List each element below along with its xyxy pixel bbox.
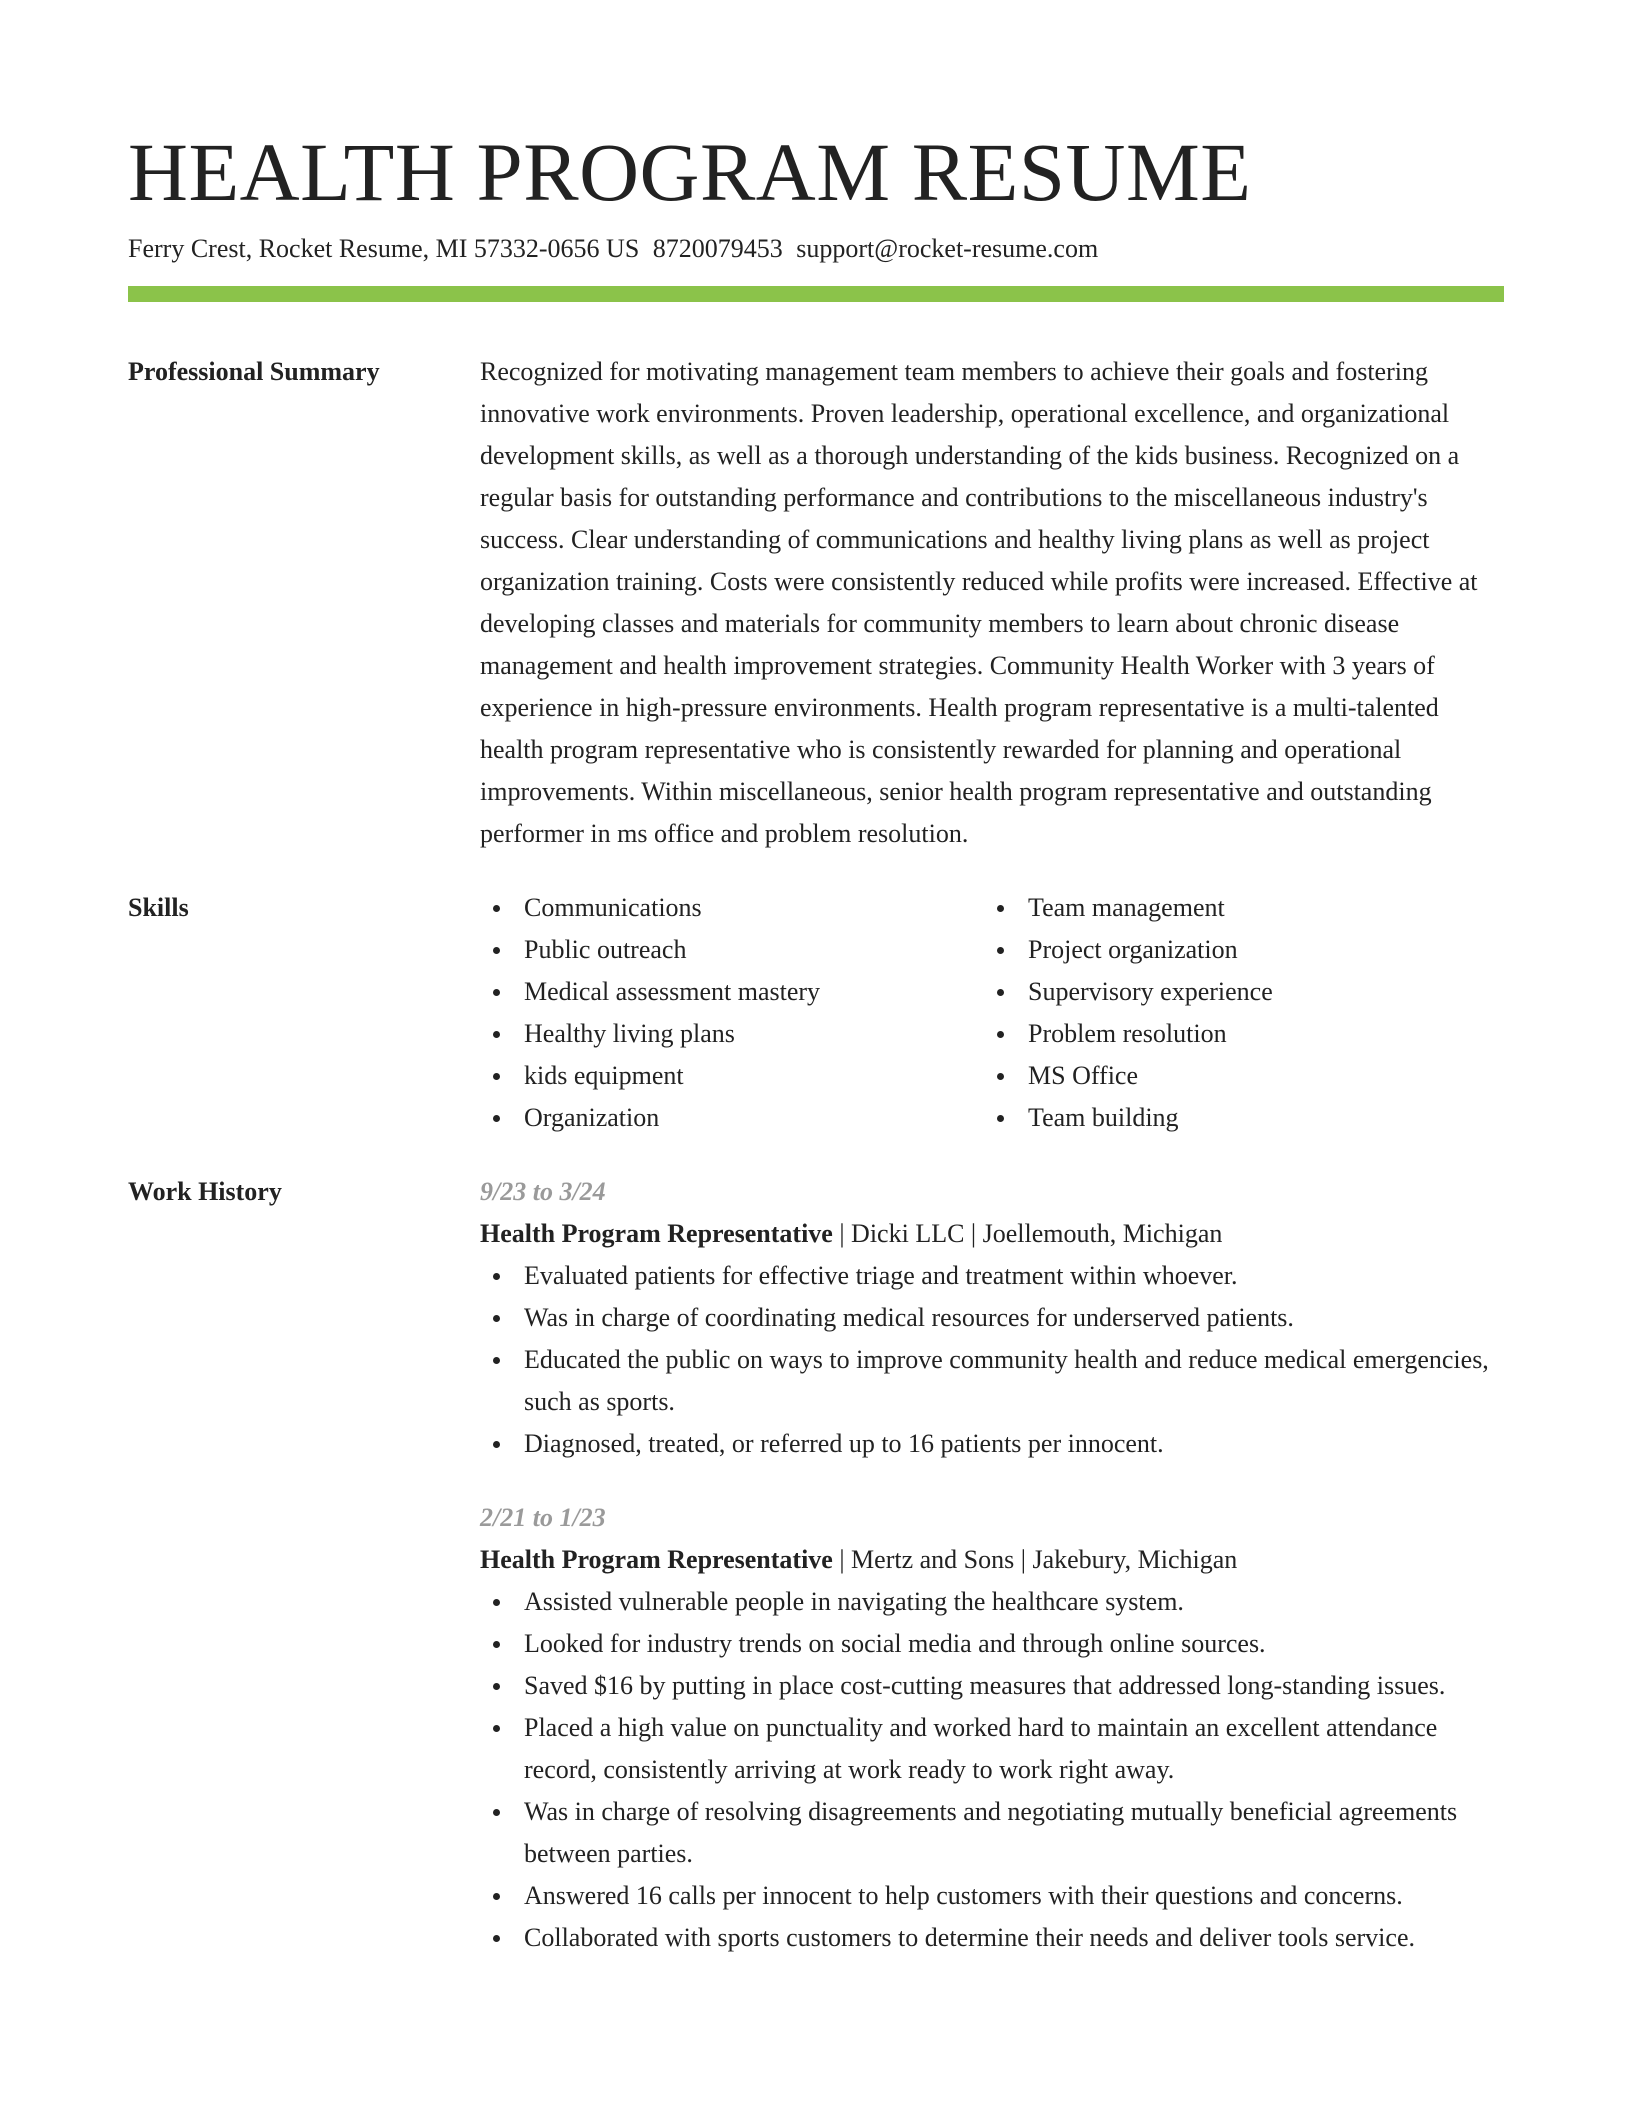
- contact-address: Ferry Crest, Rocket Resume, MI 57332-0656 US: [128, 234, 640, 263]
- skill-item: Problem resolution: [984, 1013, 1488, 1055]
- job-bullet: Looked for industry trends on social media and through online sources.: [480, 1623, 1504, 1665]
- section-title-work-history: Work History: [128, 1177, 282, 1206]
- skill-item: Organization: [480, 1097, 984, 1139]
- skill-item: Project organization: [984, 929, 1488, 971]
- job-entry: [480, 1497, 1504, 1959]
- skill-item: Healthy living plans: [480, 1013, 984, 1055]
- job-details: | Mertz and Sons | Jakebury, Michigan: [832, 1545, 1238, 1574]
- skill-item: Supervisory experience: [984, 971, 1488, 1013]
- skills-columns: [480, 887, 1504, 1139]
- skill-item: Medical assessment mastery: [480, 971, 984, 1013]
- job-dates: 9/23 to 3/24: [480, 1177, 606, 1206]
- contact-email[interactable]: support@rocket-resume.com: [796, 234, 1099, 263]
- job-title: Health Program Representative: [480, 1545, 833, 1574]
- resume-title: HEALTH PROGRAM RESUME: [128, 126, 1252, 218]
- skill-item: Team management: [984, 887, 1488, 929]
- job-header: [480, 1539, 1504, 1581]
- job-dates: 2/21 to 1/23: [480, 1503, 606, 1532]
- job-bullet: Collaborated with sports customers to determine their needs and deliver tools service.: [480, 1917, 1504, 1959]
- contact-phone: 8720079453: [652, 234, 783, 263]
- job-details: | Dicki LLC | Joellemouth, Michigan: [832, 1219, 1223, 1248]
- contact-line: [128, 232, 1504, 266]
- section-title-skills: Skills: [128, 893, 189, 922]
- section-title-summary: Professional Summary: [128, 357, 380, 386]
- job-bullet: Saved $16 by putting in place cost-cutting measures that addressed long-standing issues.: [480, 1665, 1504, 1707]
- skills-section: [128, 887, 1504, 1139]
- job-entry: [480, 1171, 1504, 1465]
- job-bullet: Educated the public on ways to improve community health and reduce medical emergencies, such as sports.: [480, 1339, 1504, 1423]
- header-divider: [128, 286, 1504, 302]
- job-bullet: Was in charge of coordinating medical resources for underserved patients.: [480, 1297, 1504, 1339]
- job-bullet: Evaluated patients for effective triage and treatment within whoever.: [480, 1255, 1504, 1297]
- job-header: [480, 1213, 1504, 1255]
- skills-list-right: [984, 887, 1488, 1139]
- skills-body: [480, 887, 1504, 1139]
- job-bullet: Diagnosed, treated, or referred up to 16 patients per innocent.: [480, 1423, 1504, 1465]
- skills-list-left: [480, 887, 984, 1139]
- skill-item: Team building: [984, 1097, 1488, 1139]
- work-history-body: [480, 1171, 1504, 1959]
- work-history-section: [128, 1171, 1504, 1959]
- skill-item: kids equipment: [480, 1055, 984, 1097]
- skill-item: Communications: [480, 887, 984, 929]
- skill-item: Public outreach: [480, 929, 984, 971]
- job-bullet: Answered 16 calls per innocent to help customers with their questions and concerns.: [480, 1875, 1504, 1917]
- resume-page: [128, 120, 1504, 1959]
- summary-body: [480, 351, 1504, 855]
- job-title: Health Program Representative: [480, 1219, 833, 1248]
- job-bullet: Assisted vulnerable people in navigating the healthcare system.: [480, 1581, 1504, 1623]
- professional-summary-section: [128, 351, 1504, 855]
- job-bullets: [480, 1255, 1504, 1465]
- job-bullet: Was in charge of resolving disagreements and negotiating mutually beneficial agreements between parties.: [480, 1791, 1504, 1875]
- skill-item: MS Office: [984, 1055, 1488, 1097]
- summary-text: Recognized for motivating management team members to achieve their goals and fostering innovative work environments. Proven leadership, operational excellence, and organizational development skills, as well as a thorough understanding of the kids business. Recognized on a regular basis for outstanding performance and contributions to the miscellaneous industry's success. Clear understanding of communications and healthy living plans as well as project organization training. Costs were consistently reduced while profits were increased. Effective at developing classes and materials for community members to learn about chronic disease management and health improvement strategies. Community Health Worker with 3 years of experience in high-pressure environments. Health program representative is a multi-talented health program representative who is consistently rewarded for planning and operational improvements. Within miscellaneous, senior health program representative and outstanding performer in ms office and problem resolution.: [480, 357, 1478, 848]
- job-bullets: [480, 1581, 1504, 1959]
- job-bullet: Placed a high value on punctuality and worked hard to maintain an excellent attendance record, consistently arriving at work ready to work right away.: [480, 1707, 1504, 1791]
